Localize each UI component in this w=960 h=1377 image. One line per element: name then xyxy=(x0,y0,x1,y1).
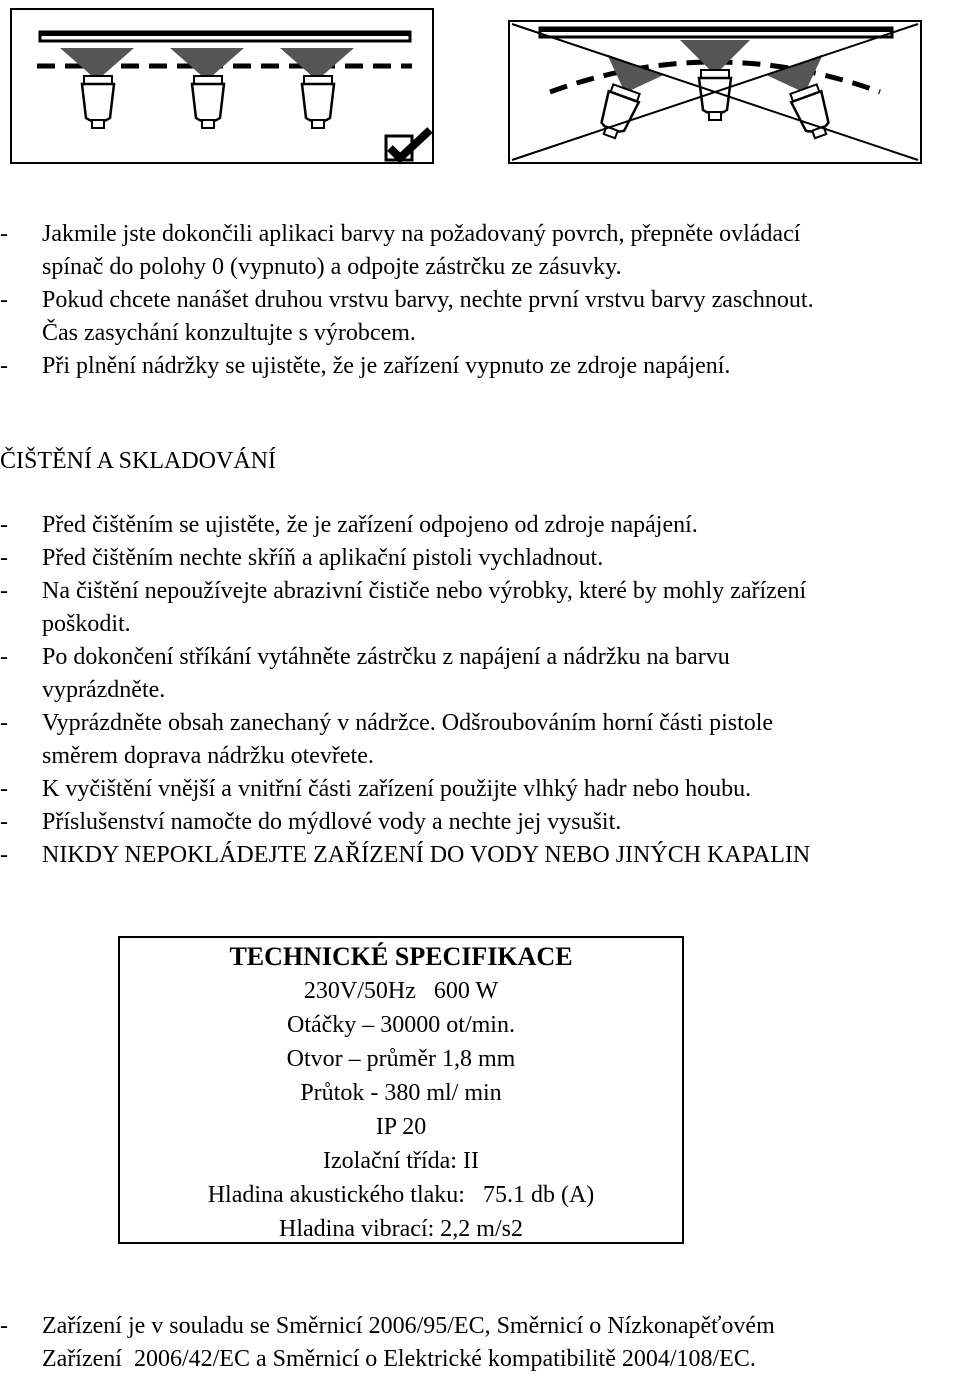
spray-gun-3 xyxy=(280,48,354,128)
list-item: - Zařízení je v souladu se Směrnicí 2006/95/EC, Směrnicí o Nízkonapěťovém Zařízení 2006/42/EC a Směrnicí o Elektrické kompatibilitě 2004/108/EC. xyxy=(0,1310,960,1376)
spray-arc-diagram xyxy=(510,22,920,162)
list-item: - Po dokončení stříkání vytáhněte zástrčku z napájení a nádržku na barvu vyprázdněte. xyxy=(0,641,960,707)
compliance-list xyxy=(0,1310,960,1376)
spray-gun-2 xyxy=(170,48,244,128)
correct-spray-illustration xyxy=(10,8,434,164)
spec-row: Otáčky – 30000 ot/min. xyxy=(287,1012,515,1038)
spec-row: 230V/50Hz 600 W xyxy=(303,978,499,1004)
spec-row: Otvor – průměr 1,8 mm xyxy=(286,1046,516,1072)
list-item: - Jakmile jste dokončili aplikaci barvy na požadovaný povrch, přepněte ovládací spínač do polohy 0 (vypnuto) a odpojte zástrčku ze zásuvky. xyxy=(0,218,960,284)
list-item: - Vyprázdněte obsah zanechaný v nádržce. Odšroubováním horní části pistole směrem doprava nádržku otevřete. xyxy=(0,707,960,773)
spec-title: TECHNICKÉ SPECIFIKACE xyxy=(229,942,573,971)
list-item: - Před čištěním nechte skříň a aplikační pistoli vychladnout. xyxy=(0,542,960,575)
spray-gun-1 xyxy=(60,48,134,128)
list-item: - K vyčištění vnější a vnitřní části zařízení použijte vlhký hadr nebo houbu. xyxy=(0,773,960,806)
list-item: - Při plnění nádržky se ujistěte, že je zařízení vypnuto ze zdroje napájení. xyxy=(0,350,960,383)
spray-parallel-diagram xyxy=(12,10,432,162)
check-icon xyxy=(384,126,434,164)
list-item: - Před čištěním se ujistěte, že je zařízení odpojeno od zdroje napájení. xyxy=(0,509,960,542)
list-item: - Příslušenství namočte do mýdlové vody a nechte jej vysušit. xyxy=(0,806,960,839)
technical-spec-box xyxy=(118,936,684,1244)
usage-notes-list xyxy=(0,218,960,383)
spec-row: Hladina vibrací: 2,2 m/s2 xyxy=(279,1216,523,1242)
spec-row: IP 20 xyxy=(375,1114,427,1140)
spec-row: Izolační třída: II xyxy=(323,1148,479,1174)
spray-gun-center xyxy=(680,40,750,120)
list-item: - Pokud chcete nanášet druhou vrstvu barvy, nechte první vrstvu barvy zaschnout. Čas zasychání konzultujte s výrobcem. xyxy=(0,284,960,350)
spec-row: Průtok - 380 ml/ min xyxy=(300,1080,502,1106)
spec-row: Hladina akustického tlaku: 75.1 db (A) xyxy=(207,1182,595,1208)
cleaning-list xyxy=(0,509,960,872)
list-item: - NIKDY NEPOKLÁDEJTE ZAŘÍZENÍ DO VODY NEBO JINÝCH KAPALIN xyxy=(0,839,960,872)
list-item: - Na čištění nepoužívejte abrazivní čističe nebo výrobky, které by mohly zařízení poškodit. xyxy=(0,575,960,641)
incorrect-spray-illustration xyxy=(508,20,922,164)
cleaning-heading: ČIŠTĚNÍ A SKLADOVÁNÍ xyxy=(0,448,276,474)
